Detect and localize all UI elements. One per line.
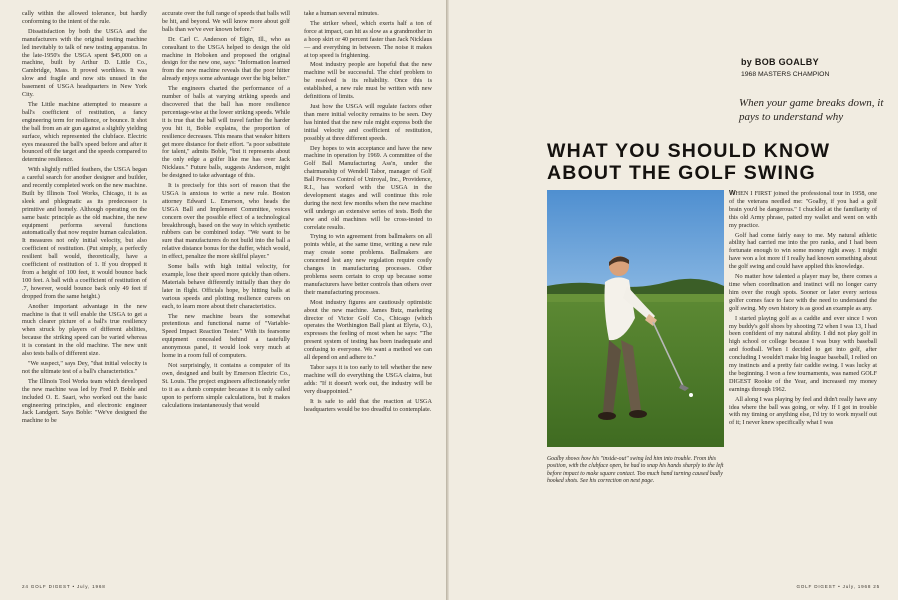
left-column-1 (22, 10, 147, 427)
body-paragraph: Tabor says it is too early to tell whether the new machine will do everything the USGA claims, but adds: "If it doesn't work out, the industry will be very disappointed." (304, 363, 432, 395)
body-paragraph: No matter how talented a player may be, there comes a time when coordination and instinct will no longer carry him over the rough spots. Sooner or later every serious golfer comes face to face with the need to understand the golf swing. My own history is as good an example as any. (729, 273, 877, 312)
body-lead-paragraph (729, 190, 877, 230)
golfer-illustration-icon (547, 190, 724, 447)
left-page (0, 0, 446, 600)
body-paragraph: Not surprisingly, it contains a computer of its own, designed and built by Emerson Electric Co., St. Louis. The project engineers affectionately refer to it as a dumb computer because it is only called upon to perform simple calculations, but it makes calculations instantaneously that would (162, 361, 290, 409)
body-paragraph: The striker wheel, which exerts half a ton of force at impact, can hit as slow as a grandmother in a hoop skirt or 40 percent faster than Jack Nicklaus — and everything in between. The noise it makes at top speed is frightening. (304, 19, 432, 59)
right-page (449, 0, 898, 600)
headline-line-1: WHAT YOU SHOULD KNOW (547, 140, 831, 162)
body-paragraph: Dey hopes to win acceptance and have the new machine in operation by 1969. A committee of the Golf Ball Manufacturing Ass'n, under the chairmanship of Wendell Tabor, manager of Golf Ball Process Control of Uniroyal, Inc., Providence, R.I., has worked with the USGA in the development stages and will continue this role during the next few months when the new machine will undergo an extensive series of tests. Both the new and old machines will be cross-tested to correlate results. (304, 144, 432, 231)
drop-cap: W (729, 190, 736, 197)
body-paragraph: It is precisely for this sort of reason that the USGA is anxious to write a new rule. Boston attorney Edward L. Emerson, who heads the USGA Ball and Implement Committee, voices concern over the possible effect of a technological breakthrough, based on the way in which synthetic rubbers can be combined today. "We want to be sure that manufacturers do not build into the ball a relative distance bonus for the duffer, which would, in effect, penalize the more skillful player." (162, 182, 290, 261)
body-paragraph: take a human several minutes. (304, 10, 379, 17)
body-paragraph: With slightly ruffled feathers, the USGA began a careful search for another designer and builder, and recently completed work on the new machine. Built by Illinois Tool Works, Chicago, it is as sleek and phlegmatic as its predecessor is primitive and homely. Although operating on the same basic principle as the old machine, the new equipment performs several functions automatically that now require human calculation. It measures not only initial velocity, but also coefficient of restitution. (Put simply, a perfectly resilient ball would, theoretically, have a coefficient of restitution of 1. If you dropped it from a height of 100 feet, it would bounce back 100 feet. A ball with a coefficient of restitution of .7, however, would bounce back only 49 feet if dropped from the same height.) (22, 166, 147, 300)
body-paragraph: Some balls with high initial velocity, for example, lose their speed more quickly than others. Materials behave differently initially than they do later in flight. Officials hope, by hitting balls at various speeds and plotting resilience curves on each, to learn more about their characteristics. (162, 263, 290, 310)
body-paragraph: Just how the USGA will regulate factors other than mere initial velocity remains to be seen. Dey has hinted that the new rule might express both the initial velocity and coefficient of restitution, possibly at three different speeds. (304, 102, 432, 142)
body-paragraph: Another important advantage in the new machine is that it will enable the USGA to get a much clearer picture of a ball's true resiliency when struck by players of different abilities, because the striking speed can be varied whereas it is constant in the old machine. The new unit also tests balls of different size. (22, 302, 147, 358)
body-paragraph: Dr. Carl C. Anderson of Elgin, Ill., who as consultant to the USGA helped to design the old machine in Hoboken and proposed the original design for the new one, says: "Information learned from the new machine reveals that the poor hitter already enjoys some advantage over the big belter." (162, 35, 290, 83)
right-folio: GOLF DIGEST • July, 1968 25 (796, 584, 880, 589)
body-lead-text: joined the professional tour in 1958, one of the veterans needled me: "Goalby, if you had a golf brain you'd be dangerous." I chuckled at the familiarity of this old Army phrase, patted my wallet and went on with my practice. (729, 190, 877, 229)
article-headline (547, 140, 897, 184)
left-column-2 (162, 10, 290, 411)
body-paragraph: The new machine bears the somewhat pretentious and functional name of "Variable-Speed Impact Reaction Tester." With its fearsome equipment concealed behind a tastefully anonymous panel, it would look very much at home in a room full of computers. (162, 312, 290, 360)
article-deck: When your game breaks down, it pays to understand why (739, 97, 884, 123)
left-column-3 (304, 10, 432, 415)
body-paragraph: All along I was playing by feel and didn't really have any idea where the ball was going, or why. If I got in trouble with my timing or anything else, I'd try to work myself out of it; I never knew specifically what I was (729, 395, 877, 427)
body-paragraph: cally within the allowed tolerance, but hardly conforming to the intent of the rule. (22, 10, 147, 25)
body-paragraph: The Illinois Tool Works team which developed the new machine was led by Fred P. Boble and included O. E. Saari, who worked out the basic engineering principles, and electronic engineer Jack Landgert. Says Boble: "We've designed the machine to be (22, 377, 147, 425)
body-paragraph: Golf had come fairly easy to me. My natural athletic ability had carried me into the pro ranks, and I had been fortunate enough to win some money right away. I might have won a lot more if I really had known something about the golf swing and could have applied this knowledge. (729, 231, 877, 271)
body-paragraph: Most industry figures are cautiously optimistic about the new machine. James Butz, marketing director of Victor Golf Co., Chicago (which operates the Worthington Ball plant at Elyria, O.), expresses the feeling of most when he says: "The present system of testing has been inadequate and confusing to everyone. We want a method we can all depend on and adhere to." (304, 298, 432, 362)
body-paragraph: The Little machine attempted to measure a ball's coefficient of restitution, a fancy engineering term for resilience, or bounce. It shot the ball from an air gun against a slightly yielding surface, which represented the clubface. Electric eyes measured the ball's speed before and after it bounced off the target and the speeds compared to determine resilience. (22, 100, 147, 164)
body-paragraph: accurate over the full range of speeds that balls will be hit, and beyond. We will know more about golf balls than we've ever known before." (162, 10, 290, 33)
body-paragraph: "We suspect," says Dey, "that initial velocity is not the ultimate test of a ball's characteristics." (22, 359, 147, 375)
body-paragraph: Dissatisfaction by both the USGA and the manufacturers with the original testing machine led inevitably to talk of new testing apparatus. In the late-1950's the USGA spent $45,000 on a machine, built by Arthur D. Little Co., Cambridge, Mass. It proved worthless. It was slow and fragile and now sits unused in the basement of USGA headquarters in New York City. (22, 27, 147, 99)
body-paragraph: Trying to win agreement from ballmakers on all points while, at the same time, writing a new rule may create some problems. Ballmakers are concerned lest any new regulation require costly changes in manufacturing processes. Other problems seem certain to crop up because some manufacturers have better controls than others over their manufacturing processes. (304, 233, 432, 296)
left-folio: 24 GOLF DIGEST • July, 1968 (22, 584, 106, 589)
byline-title: 1968 MASTERS CHAMPION (741, 71, 830, 78)
byline: by BOB GOALBY (741, 57, 819, 67)
body-paragraph: Most industry people are hopeful that the new machine will be successful. The chief problem to be resolved is its reliability. Once this is established, a new rule must be written with new definitions of limits. (304, 61, 432, 101)
right-column-body (729, 190, 877, 429)
body-lead-in: HEN I FIRST (735, 190, 772, 197)
golfer-swing-photo (547, 190, 724, 447)
body-paragraph: I started playing golf as a caddie and ever since I won my buddy's golf shoes by shooting 72 when I was 13, I had been confident of my natural ability. I did not play golf in high school or college because I was busy with baseball and football. When I decided to get into golf, after concluding I wouldn't make big league baseball, I relied on my instincts and a pretty fair caddie swing. I was lucky at the beginning. I won a few tournaments, was named GOLF DIGEST Rookie of the Year, and increased my money earnings through 1962. (729, 314, 877, 393)
body-paragraph: It is safe to add that the reaction at USGA headquarters would be too dreadful to contemplate. (304, 397, 432, 413)
body-paragraph: The engineers charted the performance of a number of balls at varying striking speeds and discovered that the ball has more resilience percentage-wise at the lower striking speeds. While it is true that the ball will travel farther the harder you hit it, Boble explains, the proportion of resilience decreases. This means that weaker hitters get more distance for their effort. "a poor substitute for talent," admits Boble, "but it represents about the only edge a golfer like me has over Jack Nicklaus." Future balls, suggests Anderson, might be designed to take advantage of this. (162, 85, 290, 180)
photo-caption: Goalby shows how his "inside-out" swing led him into trouble. From this position, with the clubface open, he had to snap his hands sharply to the left before impact to make square contact. Too much hand turning caused badly hooked shots. See his correction on next page. (547, 456, 724, 485)
headline-line-2: ABOUT THE GOLF SWING (547, 162, 816, 184)
